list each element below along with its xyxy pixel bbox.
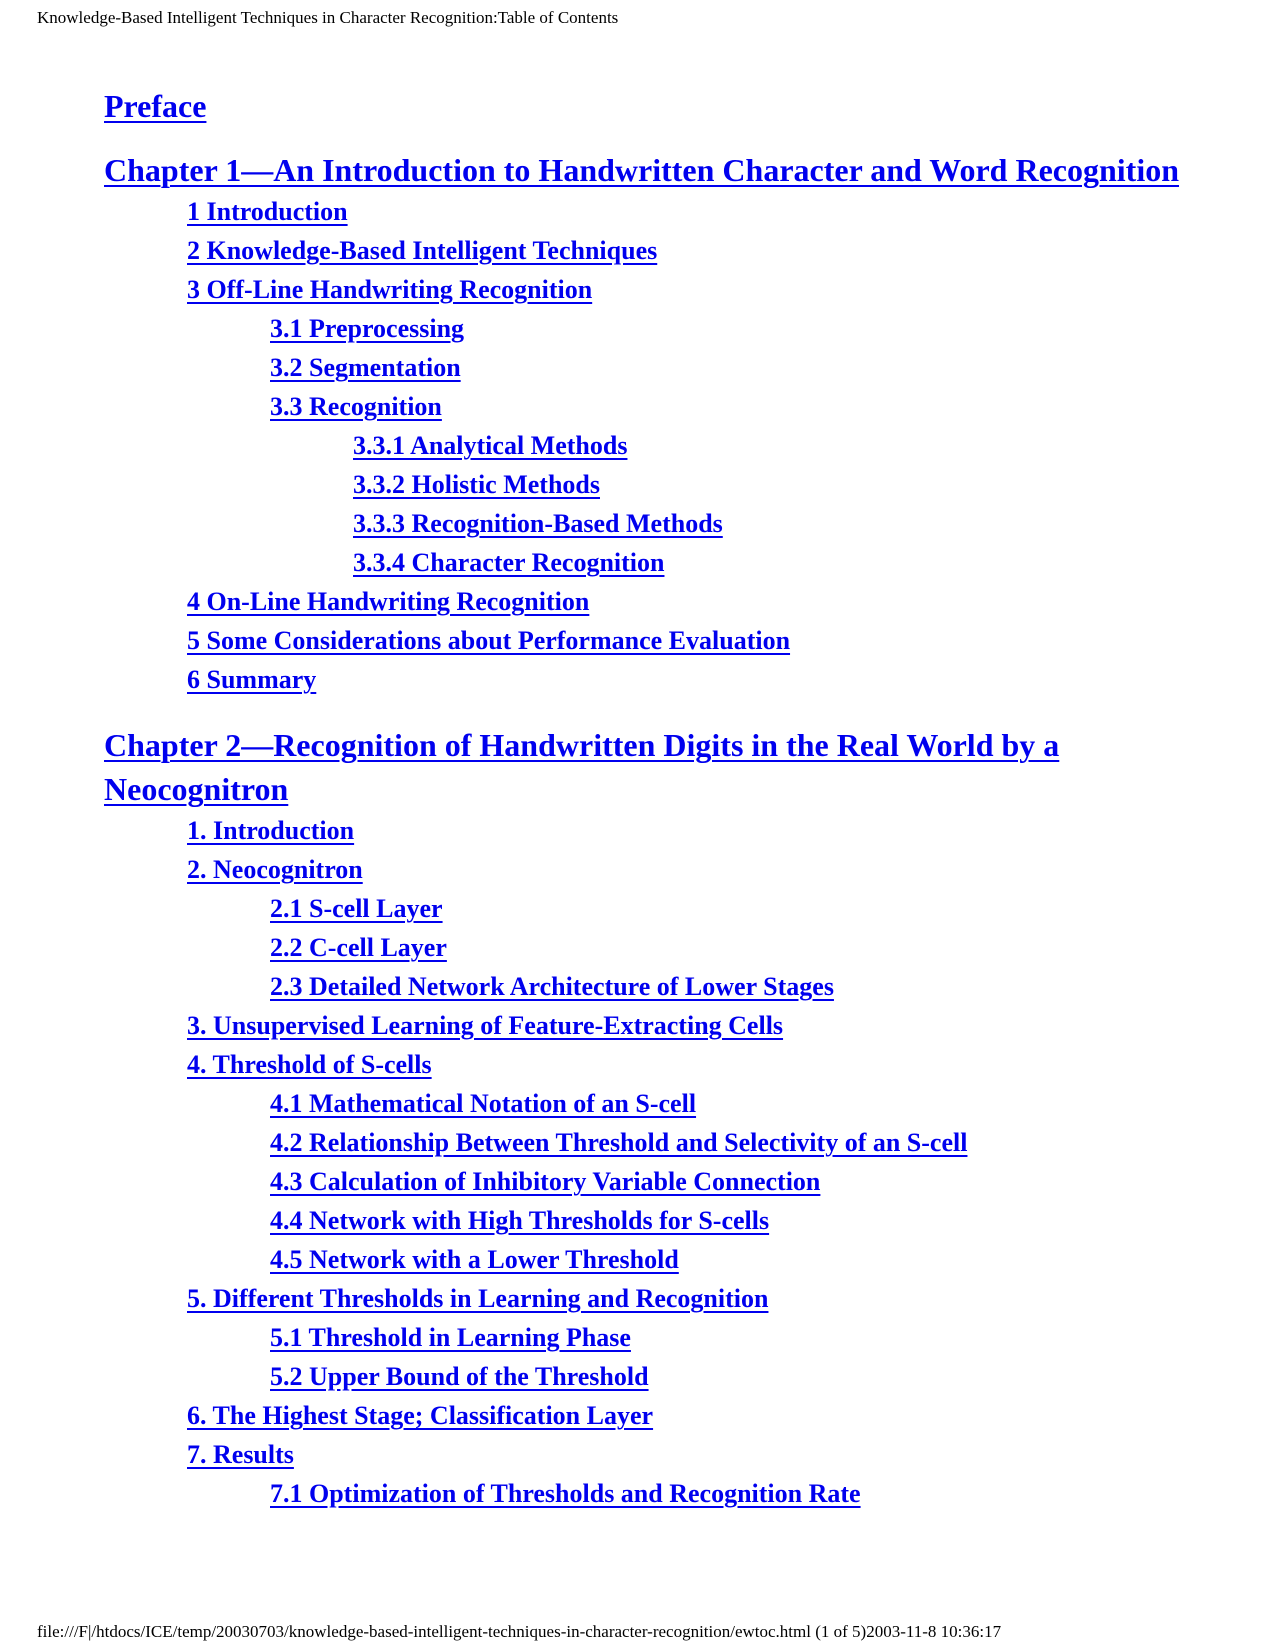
- toc-entry-link[interactable]: 3.2 Segmentation: [270, 353, 461, 382]
- toc-entry: [104, 231, 1244, 270]
- toc-entry-link[interactable]: 7. Results: [187, 1440, 294, 1469]
- toc-entry: [104, 1357, 1244, 1396]
- toc-entry: [104, 811, 1244, 850]
- toc-entry-link[interactable]: 1 Introduction: [187, 197, 348, 226]
- toc-entry-link[interactable]: 2.2 C-cell Layer: [270, 933, 447, 962]
- toc-entry: [104, 348, 1244, 387]
- toc-entry-link[interactable]: 7.1 Optimization of Thresholds and Recognition Rate: [270, 1479, 861, 1508]
- table-of-contents: [104, 84, 1244, 1513]
- toc-entry-link[interactable]: 3 Off-Line Handwriting Recognition: [187, 275, 593, 304]
- toc-entry-link[interactable]: 3.3.2 Holistic Methods: [353, 470, 600, 499]
- chapter-1-entries: [104, 192, 1244, 699]
- toc-entry: [104, 1084, 1244, 1123]
- toc-entry: [104, 387, 1244, 426]
- toc-entry: [104, 889, 1244, 928]
- toc-entry: [104, 1318, 1244, 1357]
- page-footer: file:///F|/htdocs/ICE/temp/20030703/knowledge-based-intelligent-techniques-in-character-recognition/ewtoc.html (1 of 5)2003-11-8 10:36:17: [37, 1622, 1002, 1641]
- toc-entry: [104, 309, 1244, 348]
- toc-entry-link[interactable]: 4.4 Network with High Thresholds for S-cells: [270, 1206, 770, 1235]
- toc-entry-link[interactable]: 5.1 Threshold in Learning Phase: [270, 1323, 631, 1352]
- toc-entry: [104, 1396, 1244, 1435]
- toc-entry-link[interactable]: 2.1 S-cell Layer: [270, 894, 443, 923]
- toc-entry: [104, 270, 1244, 309]
- toc-entry-link[interactable]: 3.3.3 Recognition-Based Methods: [353, 509, 723, 538]
- toc-entry-link[interactable]: 5.2 Upper Bound of the Threshold: [270, 1362, 649, 1391]
- toc-entry-link[interactable]: 3. Unsupervised Learning of Feature-Extracting Cells: [187, 1011, 784, 1040]
- toc-entry-link[interactable]: 2. Neocognitron: [187, 855, 363, 884]
- toc-entry: [104, 1162, 1244, 1201]
- toc-entry: [104, 1474, 1244, 1513]
- toc-entry-link[interactable]: 6 Summary: [187, 665, 317, 694]
- toc-entry: [104, 1240, 1244, 1279]
- toc-entry-link[interactable]: 5. Different Thresholds in Learning and Recognition: [187, 1284, 769, 1313]
- toc-entry-link[interactable]: 5 Some Considerations about Performance Evaluation: [187, 626, 791, 655]
- toc-entry-link[interactable]: 1. Introduction: [187, 816, 355, 845]
- toc-entry: [104, 967, 1244, 1006]
- toc-entry-link[interactable]: 3.3 Recognition: [270, 392, 442, 421]
- toc-entry: [104, 1123, 1244, 1162]
- toc-entry-link[interactable]: 3.3.1 Analytical Methods: [353, 431, 628, 460]
- toc-entry-link[interactable]: 4.1 Mathematical Notation of an S-cell: [270, 1089, 697, 1118]
- toc-entry-link[interactable]: 4 On-Line Handwriting Recognition: [187, 587, 590, 616]
- toc-entry: [104, 850, 1244, 889]
- toc-entry: [104, 465, 1244, 504]
- chapter-2-entries: [104, 811, 1244, 1513]
- toc-entry-link[interactable]: 6. The Highest Stage; Classification Layer: [187, 1401, 654, 1430]
- toc-entry-link[interactable]: 2 Knowledge-Based Intelligent Techniques: [187, 236, 658, 265]
- toc-entry: [104, 621, 1244, 660]
- toc-chapter-1-row: [104, 148, 1244, 192]
- page-header: Knowledge-Based Intelligent Techniques in Character Recognition:Table of Contents: [37, 8, 619, 27]
- toc-entry-link[interactable]: 2.3 Detailed Network Architecture of Lower Stages: [270, 972, 834, 1001]
- toc-entry: [104, 1279, 1244, 1318]
- toc-entry-link[interactable]: 4.3 Calculation of Inhibitory Variable Connection: [270, 1167, 821, 1196]
- toc-entry: [104, 1201, 1244, 1240]
- toc-entry: [104, 1006, 1244, 1045]
- toc-entry-link[interactable]: 4. Threshold of S-cells: [187, 1050, 432, 1079]
- toc-entry-link[interactable]: 3.1 Preprocessing: [270, 314, 465, 343]
- toc-entry: [104, 582, 1244, 621]
- toc-chapter-2-row: [104, 723, 1134, 811]
- preface-link[interactable]: Preface: [104, 88, 207, 124]
- chapter-2-link[interactable]: Chapter 2—Recognition of Handwritten Digits in the Real World by a Neocognitron: [104, 727, 1060, 807]
- toc-entry: [104, 1435, 1244, 1474]
- toc-entry: [104, 192, 1244, 231]
- chapter-1-link[interactable]: Chapter 1—An Introduction to Handwritten Character and Word Recognition: [104, 152, 1180, 188]
- toc-preface-row: [104, 84, 1244, 128]
- toc-entry: [104, 504, 1244, 543]
- toc-entry: [104, 660, 1244, 699]
- toc-entry-link[interactable]: 4.5 Network with a Lower Threshold: [270, 1245, 679, 1274]
- toc-entry-link[interactable]: 4.2 Relationship Between Threshold and Selectivity of an S-cell: [270, 1128, 968, 1157]
- toc-entry: [104, 1045, 1244, 1084]
- toc-entry: [104, 426, 1244, 465]
- toc-entry-link[interactable]: 3.3.4 Character Recognition: [353, 548, 665, 577]
- toc-entry: [104, 543, 1244, 582]
- toc-entry: [104, 928, 1244, 967]
